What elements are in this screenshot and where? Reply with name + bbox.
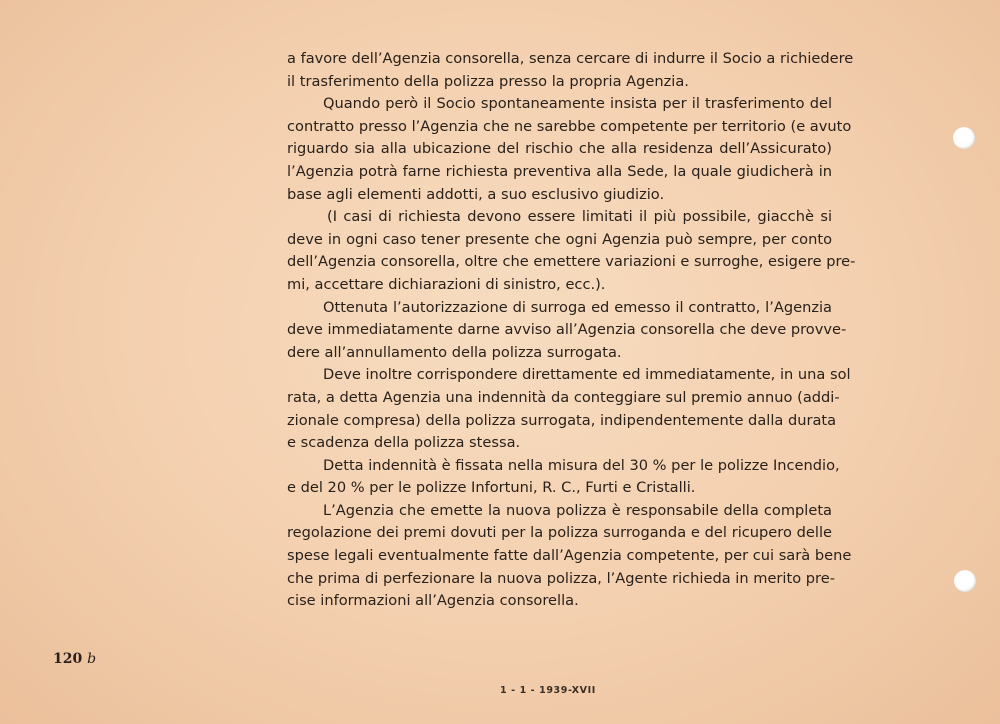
text-line: regolazione dei premi dovuti per la polizza surroganda e del ricupero delle bbox=[287, 524, 832, 542]
text-line: L’Agenzia che emette la nuova polizza è responsabile della completa bbox=[323, 501, 832, 519]
text-line: dere all’annullamento della polizza surrogata. bbox=[287, 343, 622, 361]
text-line: e del 20 % per le polizze Infortuni, R. C., Furti e Cristalli. bbox=[287, 479, 696, 497]
text-line: l’Agenzia potrà farne richiesta preventiva alla Sede, la quale giudicherà in bbox=[287, 162, 832, 180]
text-line: che prima di perfezionare la nuova polizza, l’Agente richieda in merito pre- bbox=[287, 569, 835, 587]
text-line: e scadenza della polizza stessa. bbox=[287, 434, 521, 452]
text-line: base agli elementi addotti, a suo esclusivo giudizio. bbox=[287, 185, 665, 203]
page-number-main: 120 bbox=[53, 651, 83, 667]
text-line: dell’Agenzia consorella, oltre che emettere variazioni e surroghe, esigere pre- bbox=[287, 253, 856, 271]
page-number bbox=[53, 651, 96, 667]
text-line: Quando però il Socio spontaneamente insista per il trasferimento del bbox=[323, 95, 832, 113]
text-line: spese legali eventualmente fatte dall’Agenzia competente, per cui sarà bene bbox=[287, 547, 852, 565]
text-line: Deve inoltre corrispondere direttamente ed immediatamente, in una sol bbox=[323, 366, 851, 384]
text-line: Ottenuta l’autorizzazione di surroga ed emesso il contratto, l’Agenzia bbox=[323, 298, 832, 316]
text-line: deve in ogni caso tener presente che ogni Agenzia può sempre, per conto bbox=[287, 230, 832, 248]
text-line: zionale compresa) della polizza surrogata, indipendentemente dalla durata bbox=[287, 411, 837, 429]
text-line: (I casi di richiesta devono essere limitati il più possibile, giacchè si bbox=[327, 208, 832, 226]
page-number-suffix: b bbox=[87, 651, 97, 667]
text-line: il trasferimento della polizza presso la propria Agenzia. bbox=[287, 72, 689, 90]
text-line: riguardo sia alla ubicazione del rischio che alla residenza dell’Assicurato) bbox=[287, 140, 832, 158]
text-line: cise informazioni all’Agenzia consorella. bbox=[287, 592, 579, 610]
punch-hole-top bbox=[953, 127, 975, 149]
text-line: contratto presso l’Agenzia che ne sarebbe competente per territorio (e avuto bbox=[287, 117, 852, 135]
footer-date: 1 - 1 - 1939-XVII bbox=[500, 685, 596, 696]
body-text bbox=[287, 48, 856, 613]
text-line: Detta indennità è fissata nella misura del 30 % per le polizze Incendio, bbox=[323, 456, 840, 474]
punch-hole-bottom bbox=[954, 570, 976, 592]
text-line: a favore dell’Agenzia consorella, senza cercare di indurre il Socio a richiedere bbox=[287, 50, 854, 67]
text-line: rata, a detta Agenzia una indennità da conteggiare sul premio annuo (addi- bbox=[287, 388, 840, 406]
text-line: deve immediatamente darne avviso all’Agenzia consorella che deve provve- bbox=[287, 321, 847, 339]
text-line: mi, accettare dichiarazioni di sinistro, ecc.). bbox=[287, 275, 606, 293]
